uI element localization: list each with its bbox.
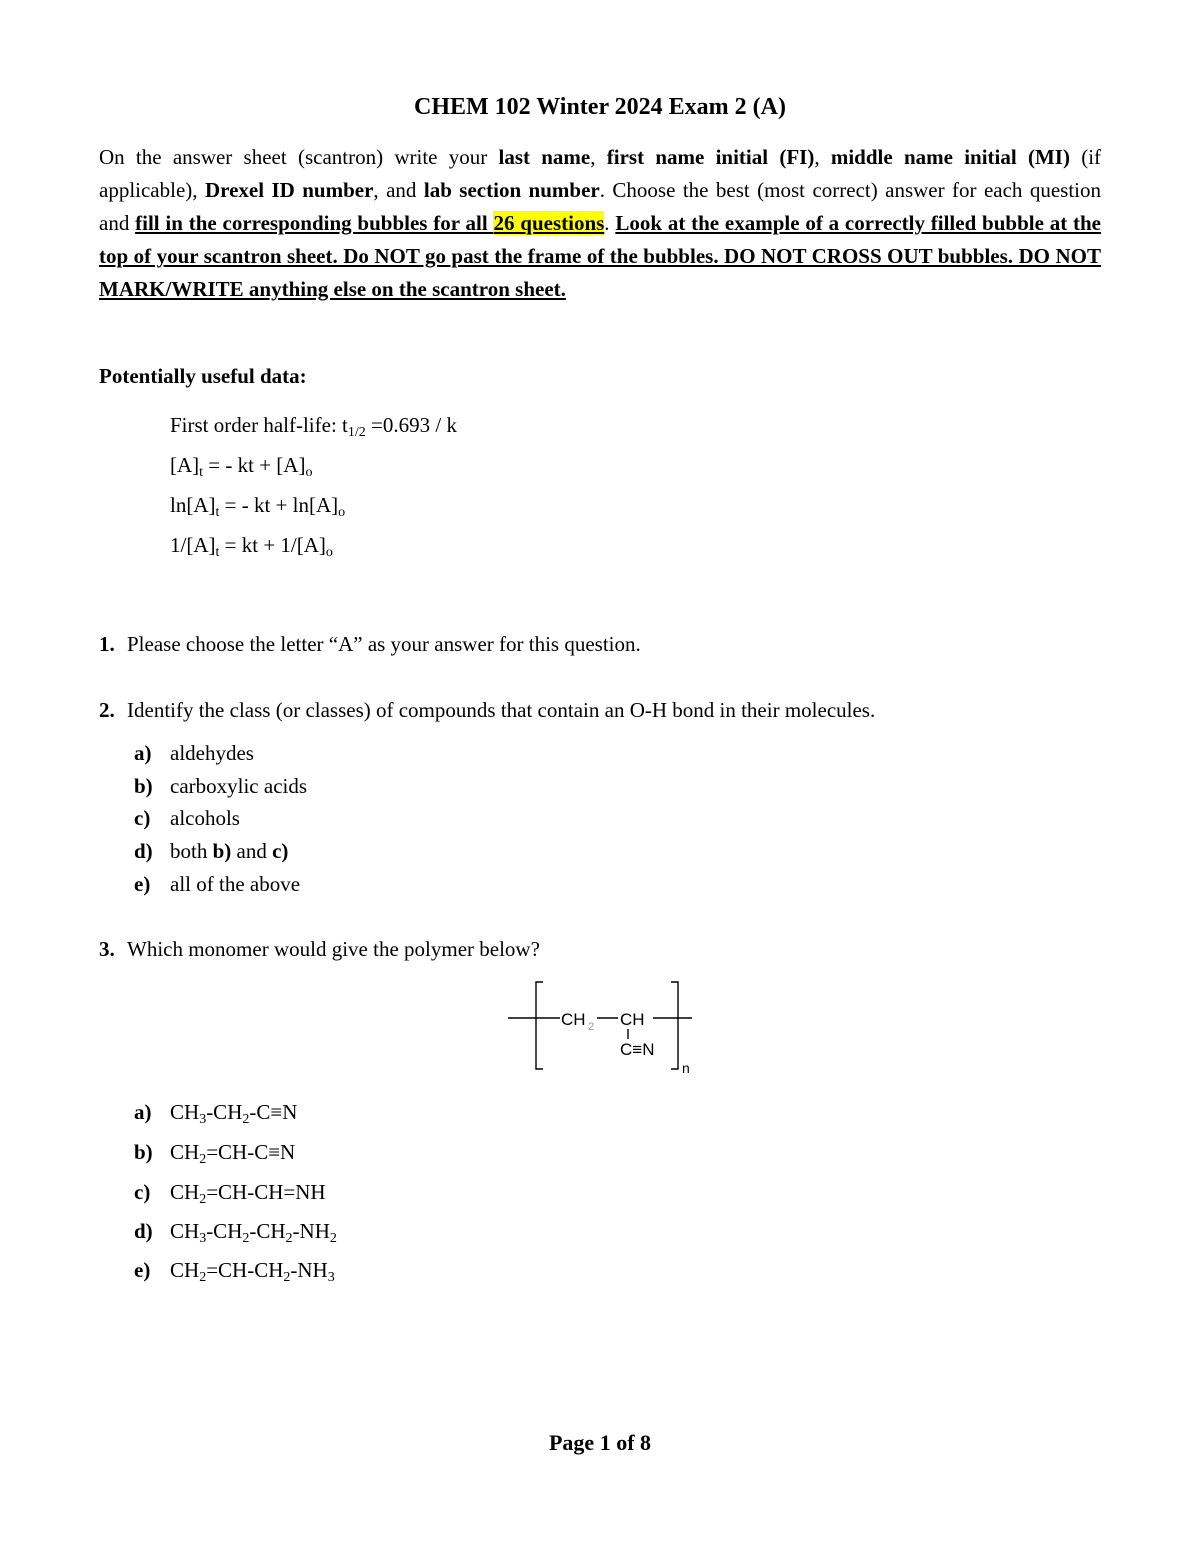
q2-option-c: c) alcohols bbox=[134, 806, 240, 830]
instructions-highlighted-count: 26 questions bbox=[493, 211, 605, 235]
instructions-bold-lab-section: lab section number bbox=[423, 178, 600, 202]
question-text: Please choose the letter “A” as your answer for this question. bbox=[127, 632, 641, 656]
question-number: 1. bbox=[99, 632, 115, 656]
question-number: 3. bbox=[99, 937, 115, 961]
q3-option-e: e) $CH_2=CH-CH_2-NH_3$ bbox=[134, 1258, 335, 1285]
q3-option-c: c) $CH_2=CH-CH=NH$ bbox=[134, 1180, 326, 1207]
question-1 bbox=[99, 632, 641, 657]
left-bracket bbox=[536, 982, 543, 1069]
question-text: Which monomer would give the polymer below? bbox=[127, 937, 540, 961]
instructions-text: . bbox=[604, 211, 616, 235]
q2-option-d: d) both b) and c) bbox=[134, 839, 289, 863]
instructions-text: , bbox=[814, 145, 831, 169]
instructions-text: , and bbox=[373, 178, 424, 202]
right-bracket bbox=[671, 982, 678, 1069]
q3-option-a: a) $CH_3-CH_2-C\equiv N$ bbox=[134, 1100, 298, 1127]
q3-option-d: d) $CH_3-CH_2-CH_2-NH_2$ bbox=[134, 1219, 337, 1246]
q3-option-b: b) $CH_2=CH-C\equiv N$ bbox=[134, 1140, 296, 1167]
instructions-text: , bbox=[590, 145, 607, 169]
instructions-bold-middle-initial: middle name initial (MI) bbox=[830, 145, 1070, 169]
instructions-paragraph bbox=[99, 141, 1101, 306]
instructions-text: (if applicable), bbox=[99, 145, 1102, 202]
equation-first-order: $\ln[A]_t$ = - kt + $\ln[A]_o$ bbox=[170, 493, 346, 520]
question-3 bbox=[99, 937, 540, 962]
instructions-bold-first-initial: first name initial (FI) bbox=[606, 145, 815, 169]
question-text: Identify the class (or classes) of compounds that contain an O-H bond in their molecules. bbox=[127, 698, 876, 722]
ch2-label: CH bbox=[561, 1010, 586, 1029]
data-heading: Potentially useful data: bbox=[99, 364, 307, 388]
instructions-underlined-warning: Look at the example of a correctly filled bubble at the top of your scantron sheet. Do NOT go past the frame of the bubbles. DO NOT CROSS OUT bubbles. DO NOT MARK/WRITE anything else on the scantron sheet. bbox=[99, 211, 1102, 301]
page-number: Page 1 of 8 bbox=[548, 1430, 652, 1455]
equation-zero-order: $[A]_t$ = - kt + $[A]_o$ bbox=[170, 453, 313, 480]
ch2-subscript: 2 bbox=[588, 1021, 595, 1033]
instructions-text: . Choose the best (most correct) answer for each question and bbox=[99, 178, 1102, 235]
instructions-bold-drexel-id: Drexel ID number bbox=[204, 178, 374, 202]
question-2 bbox=[99, 698, 875, 723]
ch-label: CH bbox=[620, 1010, 645, 1029]
instructions-text: On the answer sheet (scantron) write your bbox=[99, 145, 499, 169]
instructions-underlined: fill in the corresponding bubbles for all bbox=[135, 211, 494, 235]
q2-option-e: e) all of the above bbox=[134, 872, 301, 896]
question-number: 2. bbox=[99, 698, 115, 722]
cn-label: C≡N bbox=[620, 1040, 655, 1059]
q2-option-a: a) aldehydes bbox=[134, 741, 254, 765]
equation-half-life: First order half-life: $t_{1/2} =0.693 / k$ bbox=[170, 413, 457, 440]
q2-option-b: b) carboxylic acids bbox=[134, 774, 308, 798]
equation-second-order: $1/[A]_t$ = kt + $1/[A]_o$ bbox=[170, 533, 333, 560]
exam-title: CHEM 102 Winter 2024 Exam 2 (A) bbox=[414, 94, 786, 120]
polymer-structure bbox=[500, 975, 710, 1085]
instructions-bold-last-name: last name bbox=[498, 145, 591, 169]
repeat-n-label: n bbox=[682, 1060, 690, 1076]
